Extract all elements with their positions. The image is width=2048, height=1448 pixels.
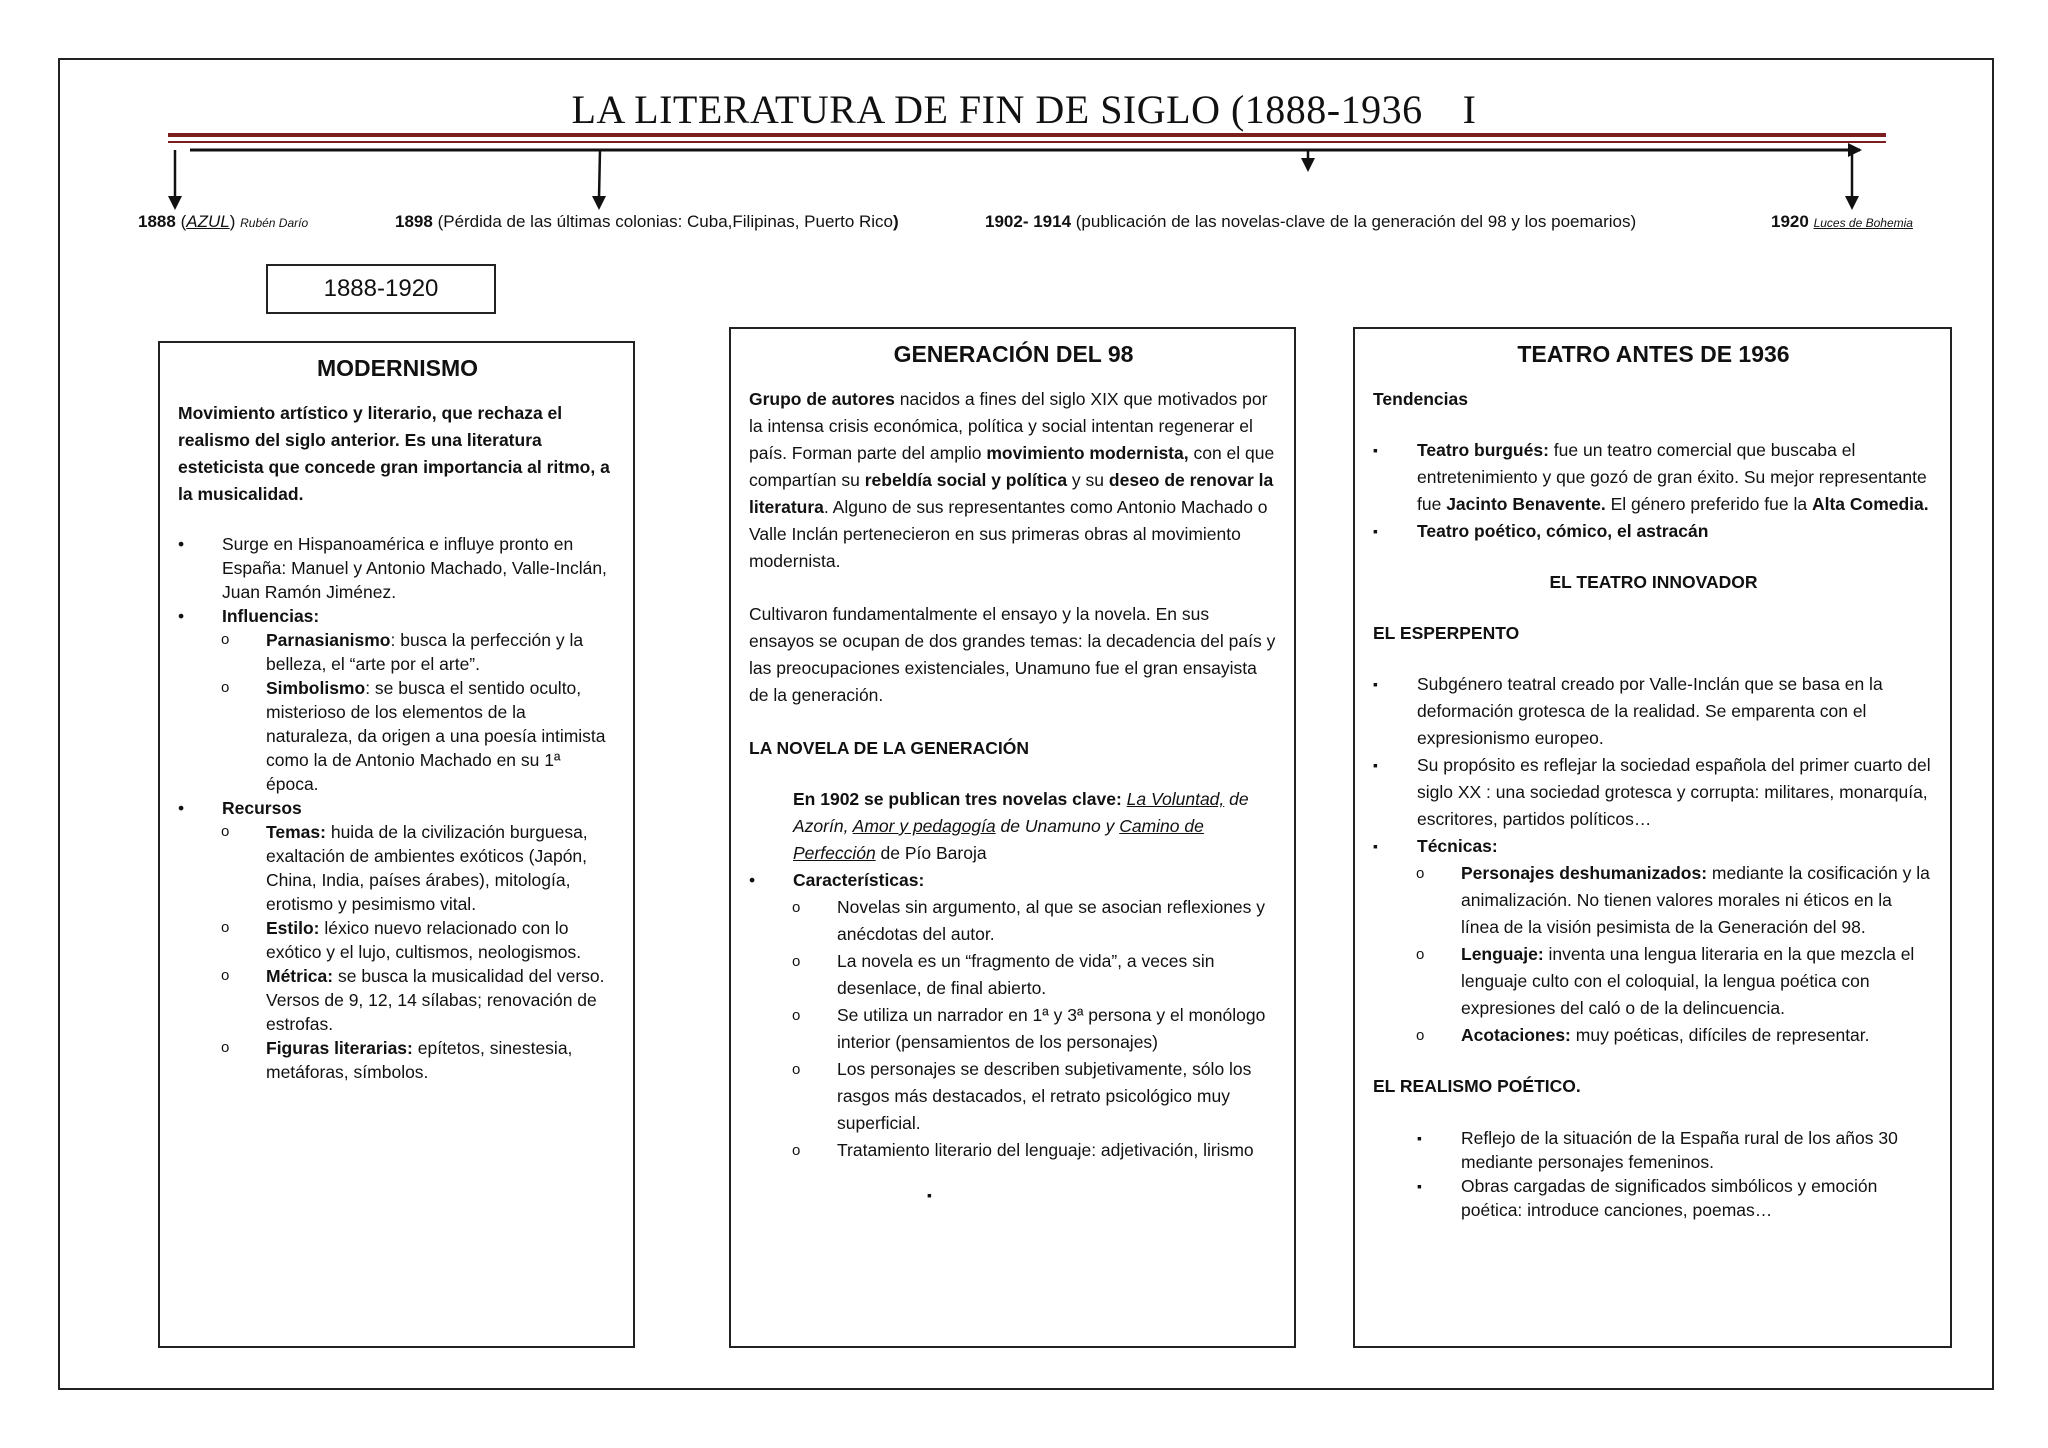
simbolismo-text: : se busca el sentido oculto, misterioso de los elementos de la naturaleza, da origen a una poesía intimista como la de Antonio Machado en su 1ª época. bbox=[266, 678, 606, 794]
influencia-parnasianismo bbox=[178, 628, 617, 676]
realismo-item-1: ▪ Reflejo de la situación de la España rural de los años 30 mediante personajes femeninos. bbox=[1417, 1126, 1934, 1174]
novelas-t3: de Pío Baroja bbox=[875, 843, 987, 863]
period-label: 1888-1920 bbox=[266, 264, 496, 314]
timeline-text-1902: (publicación de las novelas-clave de la generación del 98 y los poemarios) bbox=[1075, 212, 1637, 231]
parnasianismo-text: : busca la perfección y la belleza, el “arte por el arte”. bbox=[266, 630, 584, 674]
timeline-year-1920: 1920 bbox=[1771, 212, 1809, 231]
acotaciones-text: muy poéticas, difíciles de representar. bbox=[1570, 1025, 1870, 1045]
caracteristica-5: o Tratamiento literario del lenguaje: adjetivación, lirismo bbox=[749, 1137, 1278, 1164]
modernismo-list bbox=[178, 532, 617, 1084]
novela-heading: LA NOVELA DE LA GENERACIÓN bbox=[749, 738, 1030, 758]
gen98-p1-t4: . Alguno de sus representantes como Antonio Machado o Valle Inclán pertenecieron en sus primeras obras al movimiento modernista. bbox=[749, 497, 1268, 571]
recurso-figuras bbox=[178, 1036, 617, 1084]
caracteristica-2: o La novela es un “fragmento de vida”, a veces sin desenlace, de final abierto. bbox=[749, 948, 1278, 1002]
temas-term: Temas: bbox=[266, 822, 326, 842]
temas-text: huida de la civilización burguesa, exaltación de ambientes exóticos (Japón, China, India, países árabes), mitología, erotismo y pesimismo vital. bbox=[266, 822, 588, 914]
gen98-p1-b3: rebeldía social y política bbox=[864, 470, 1068, 490]
gen98-p1-t1: nacidos a fines del siglo XIX que motivados por la intensa crisis económica, política y social intentan regenerar el país. Forman parte del amplio bbox=[749, 389, 1268, 463]
tecnica-personajes bbox=[1373, 860, 1934, 941]
timeline-event-1888 bbox=[138, 212, 308, 232]
gen98-p1-t2: con el que compartían su bbox=[749, 443, 1275, 490]
timeline-year-1898: 1898 bbox=[395, 212, 433, 231]
estilo-term: Estilo: bbox=[266, 918, 320, 938]
esperpento-item-1: ▪ Subgénero teatral creado por Valle-Inclán que se basa en la deformación grotesca de la realidad. Se emparenta con el expresionismo europeo. bbox=[1373, 671, 1934, 752]
timeline-tick-1898 bbox=[599, 150, 600, 198]
caracteristica-4: o Los personajes se describen subjetivamente, sólo los rasgos más destacados, el retrato psicológico muy superficial. bbox=[749, 1056, 1278, 1137]
tecnicas-list bbox=[1373, 860, 1934, 1049]
metrica-term: Métrica: bbox=[266, 966, 334, 986]
caracteristicas-label: Características: bbox=[793, 870, 925, 890]
tecnica-lenguaje bbox=[1373, 941, 1934, 1022]
timeline-paren-open: ( bbox=[180, 212, 187, 231]
metrica-text: se busca la musicalidad del verso. Versos de 9, 12, 14 sílabas; renovación de estrofas. bbox=[266, 966, 605, 1034]
tecnica-acotaciones bbox=[1373, 1022, 1934, 1049]
timeline-arrow-1898 bbox=[592, 196, 606, 210]
timeline-event-1902 bbox=[985, 212, 1636, 232]
novela-amor-pedagogia: Amor y pedagogía bbox=[852, 816, 996, 836]
timeline-event-1898 bbox=[395, 212, 899, 232]
novelas-b1: En 1902 se publican tres novelas clave: bbox=[793, 789, 1122, 809]
recurso-estilo bbox=[178, 916, 617, 964]
recurso-temas bbox=[178, 820, 617, 916]
figuras-term: Figuras literarias: bbox=[266, 1038, 413, 1058]
estilo-text: léxico nuevo relacionado con lo exótico y el lujo, cultismos, neologismos. bbox=[266, 918, 582, 962]
esperpento-list bbox=[1373, 671, 1934, 1049]
title-suffix: I bbox=[1462, 87, 1477, 132]
burgues-t2: El género preferido fue la bbox=[1605, 494, 1812, 514]
tendencia-poetico bbox=[1373, 518, 1934, 545]
teatro-box bbox=[1353, 327, 1952, 1348]
novelas-t1: de Azorín, bbox=[793, 789, 1249, 836]
burgues-b3: Alta Comedia. bbox=[1811, 494, 1929, 514]
simbolismo-term: Simbolismo bbox=[266, 678, 366, 698]
title-text: LA LITERATURA DE FIN DE SIGLO (1888-1936 bbox=[571, 87, 1423, 132]
novelas-t2: de Unamuno y bbox=[995, 816, 1120, 836]
timeline-arrow-1888 bbox=[168, 196, 182, 210]
modernismo-title: MODERNISMO bbox=[317, 355, 478, 381]
modernismo-origin-text: Surge en Hispanoamérica e influye pronto en España: Manuel y Antonio Machado, Valle-Inclán, Juan Ramón Jiménez. bbox=[222, 534, 607, 602]
gen98-p1-b2: movimiento modernista, bbox=[986, 443, 1189, 463]
timeline-author: Rubén Darío bbox=[240, 216, 309, 230]
timeline-paren-close-1898: ) bbox=[893, 212, 899, 231]
realismo-heading: EL REALISMO POÉTICO. bbox=[1373, 1076, 1581, 1096]
parnasianismo-term: Parnasianismo bbox=[266, 630, 391, 650]
modernismo-influencias bbox=[178, 604, 617, 796]
personajes-text: mediante la cosificación y la animalización. No tienen valores morales ni éticos en la línea de la visión pesimista de la Generación del 98. bbox=[1461, 863, 1930, 937]
burgues-t1: fue un teatro comercial que buscaba el entretenimiento y que gozó de gran éxito. Su mejor representante fue bbox=[1417, 440, 1927, 514]
timeline-event-1920 bbox=[1771, 212, 1913, 232]
recursos-label: Recursos bbox=[222, 798, 302, 818]
gen98-paragraph-2: Cultivaron fundamentalmente el ensayo y la novela. En sus ensayos se ocupan de dos grandes temas: la decadencia del país y las preocupaciones existenciales, Unamuno fue el gran ensayista de la generación. bbox=[749, 604, 1276, 705]
tendencias-list bbox=[1373, 437, 1934, 545]
tecnicas-label: Técnicas: bbox=[1417, 836, 1498, 856]
timeline-year-1902: 1902- 1914 bbox=[985, 212, 1072, 231]
gen98-title: GENERACIÓN DEL 98 bbox=[893, 341, 1134, 367]
modernismo-intro: Movimiento artístico y literario, que rechaza el realismo del siglo anterior. Es una literatura esteticista que concede gran importancia al ritmo, a la musicalidad. bbox=[178, 403, 610, 504]
novela-camino-perfeccion: Camino de Perfección bbox=[793, 816, 1204, 863]
timeline-graphic bbox=[0, 0, 2048, 220]
gen98-p1-b1: Grupo de autores bbox=[749, 389, 895, 409]
timeline-year-1888: 1888 bbox=[138, 212, 176, 231]
modernismo-box bbox=[158, 341, 635, 1348]
gen98-p1-b4: deseo de renovar la literatura bbox=[749, 470, 1274, 517]
modernismo-recursos bbox=[178, 796, 617, 1084]
teatro-title: TEATRO ANTES DE 1936 bbox=[1517, 341, 1790, 367]
trailing-bullet: ▪ bbox=[927, 1187, 932, 1203]
poetico-text: Teatro poético, cómico, el astracán bbox=[1417, 521, 1709, 541]
innovador-heading: EL TEATRO INNOVADOR bbox=[1549, 572, 1758, 592]
influencias-label: Influencias: bbox=[222, 606, 320, 626]
realismo-list bbox=[1417, 1126, 1934, 1222]
novela-la-voluntad: La Voluntad, bbox=[1126, 789, 1225, 809]
tendencia-burgues bbox=[1373, 437, 1934, 518]
recurso-metrica bbox=[178, 964, 617, 1036]
influencias-list bbox=[178, 628, 617, 796]
realismo-item-2: ▪ Obras cargadas de significados simbólicos y emoción poética: introduce canciones, poemas… bbox=[1417, 1174, 1934, 1222]
timeline-arrow-1902 bbox=[1301, 158, 1315, 172]
gen98-paragraph-1 bbox=[749, 386, 1278, 575]
gen98-box bbox=[729, 327, 1296, 1348]
esperpento-heading: EL ESPERPENTO bbox=[1373, 623, 1520, 643]
lenguaje-text: inventa una lengua literaria en la que mezcla el lenguaje culto con el coloquial, la lengua poética con expresiones del caló o de la delincuencia. bbox=[1461, 944, 1915, 1018]
novelas-clave bbox=[749, 786, 1278, 867]
timeline-work-azul: AZUL bbox=[186, 212, 230, 231]
personajes-term: Personajes deshumanizados: bbox=[1461, 863, 1708, 883]
figuras-text: epítetos, sinestesia, metáforas, símbolos. bbox=[266, 1038, 573, 1082]
caracteristica-3: o Se utiliza un narrador en 1ª y 3ª persona y el monólogo interior (pensamientos de los personajes) bbox=[749, 1002, 1278, 1056]
esperpento-item-2: ▪ Su propósito es reflejar la sociedad española del primer cuarto del siglo XX : una sociedad grotesca y corrupta: militares, monarquía, escritores, partidos políticos… bbox=[1373, 752, 1934, 833]
tecnicas-item bbox=[1373, 833, 1934, 1049]
modernismo-origin bbox=[178, 532, 617, 604]
burgues-b2: Jacinto Benavente. bbox=[1446, 494, 1606, 514]
burgues-b1: Teatro burgués: bbox=[1417, 440, 1549, 460]
acotaciones-term: Acotaciones: bbox=[1461, 1025, 1571, 1045]
timeline-arrow-1920 bbox=[1845, 196, 1859, 210]
tendencias-label: Tendencias bbox=[1373, 389, 1468, 409]
caracteristicas-item bbox=[749, 867, 1278, 1164]
lenguaje-term: Lenguaje: bbox=[1461, 944, 1544, 964]
gen98-p1-t3: y su bbox=[1067, 470, 1109, 490]
recursos-list bbox=[178, 820, 617, 1084]
timeline-work-luces: Luces de Bohemia bbox=[1813, 216, 1913, 230]
influencia-simbolismo bbox=[178, 676, 617, 796]
caracteristica-1: o Novelas sin argumento, al que se asocian reflexiones y anécdotas del autor. bbox=[749, 894, 1278, 948]
timeline-arrow-end bbox=[1848, 143, 1862, 157]
timeline-text-1898: (Pérdida de las últimas colonias: Cuba,Filipinas, Puerto Rico bbox=[437, 212, 894, 231]
timeline-paren-close: ) bbox=[229, 212, 236, 231]
caracteristicas-list bbox=[749, 867, 1278, 1164]
caracteristicas-sublist bbox=[749, 894, 1278, 1164]
